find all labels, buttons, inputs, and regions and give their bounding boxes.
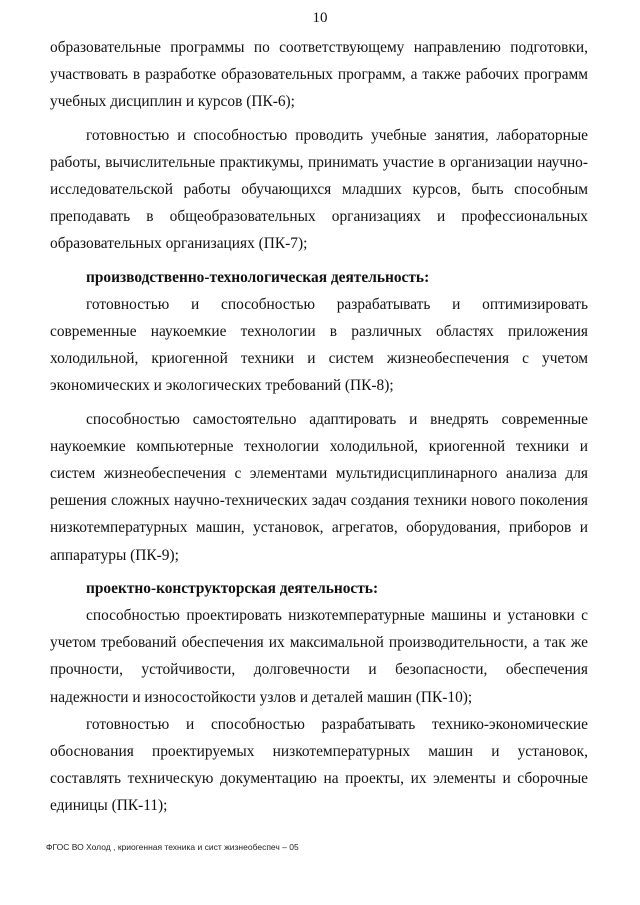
- paragraph-pk10: способностью проектировать низкотемпературные машины и установки с учетом требований обеспечения их максимальной производительности, а так же прочности, устойчивости, долговечности и безопасности, обеспечения надежности и износостойкости узлов и деталей машин (ПК-10);: [50, 607, 588, 706]
- section-heading-design: проектно-конструкторская деятельность:: [86, 579, 379, 597]
- page-number: 10: [312, 10, 328, 26]
- paragraph-pk7: готовностью и способностью проводить учебные занятия, лабораторные работы, вычислительные практикумы, принимать участие в организации научно-исследовательской работы обучающихся младших курсов, быть способным преподавать в общеобразовательных организациях и профессиональных образовательных организациях (ПК-7);: [50, 126, 588, 253]
- paragraph-pk6: образовательные программы по соответствующему направлению подготовки, участвовать в разработке образовательных программ, а также рабочих программ учебных дисциплин и курсов (ПК-6);: [50, 39, 588, 111]
- document-body: [50, 34, 588, 820]
- paragraph-pk11: готовностью и способностью разрабатывать технико-экономические обоснования проектируемых низкотемпературных машин и установок, составлять техническую документацию на проекты, их элементы и сборочные единицы (ПК-11);: [50, 715, 588, 815]
- page-footer: ФГОС ВО Холод , криогенная техника и сист жизнеобеспеч – 05: [46, 842, 299, 852]
- paragraph-pk8: готовностью и способностью разрабатывать и оптимизировать современные наукоемкие технологии в различных областях приложения холодильной, криогенной техники и систем жизнеобеспечения с учетом экономических и экологических требований (ПК-8);: [50, 295, 588, 395]
- section-heading-production: производственно-технологическая деятельность:: [86, 268, 430, 286]
- paragraph-pk9: способностью самостоятельно адаптировать и внедрять современные наукоемкие компьютерные технологии холодильной, криогенной техники и систем жизнеобеспечения с элементами мультидисциплинарного анализа для решения сложных научно-технических задач создания техники нового поколения низкотемпературных машин, установок, агрегатов, оборудования, приборов и аппаратуры (ПК-9);: [50, 410, 588, 564]
